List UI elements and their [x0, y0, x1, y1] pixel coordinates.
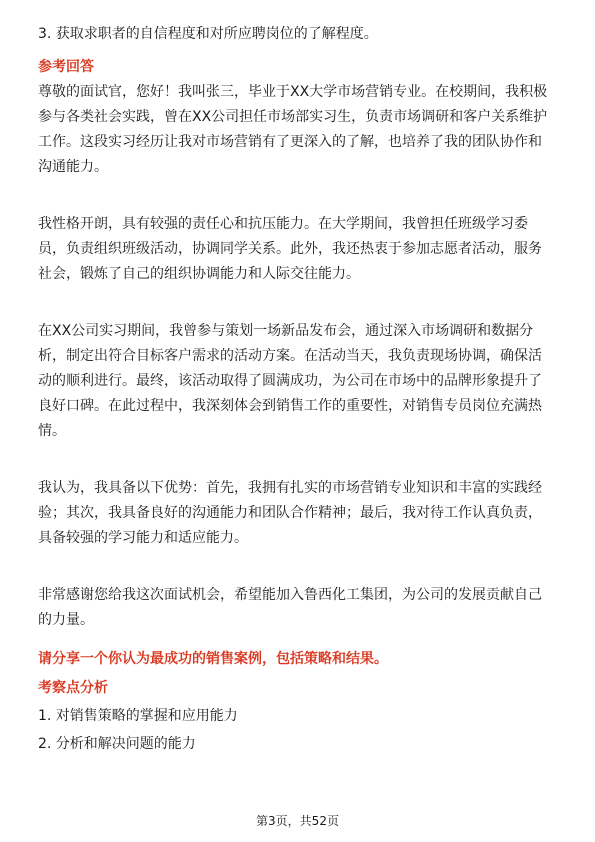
- answer-paragraph-1: [38, 80, 563, 180]
- paragraph-line: 动的顺利进行。最终，该活动取得了圆满成功，为公司在市场中的品牌形象提升了: [38, 373, 542, 389]
- paragraph-gap: [38, 551, 563, 583]
- paragraph-line: 良好口碑。在此过程中，我深刻体会到销售工作的重要性，对销售专员岗位充满热: [38, 398, 542, 414]
- paragraph-gap: [38, 180, 563, 212]
- paragraph-line: 情。: [38, 423, 66, 439]
- paragraph-line: 员，负责组织班级活动，协调同学关系。此外，我还热衷于参加志愿者活动，服务: [38, 241, 542, 257]
- paragraph-line: 我性格开朗，具有较强的责任心和抗压能力。在大学期间，我曾担任班级学习委: [38, 216, 528, 232]
- paragraph-line: 工作。这段实习经历让我对市场营销有了更深入的了解，也培养了我的团队协作和: [38, 134, 542, 150]
- answer-paragraph-2: [38, 212, 563, 287]
- page-content: [38, 22, 563, 757]
- page-number-footer: 第3页，共52页: [256, 814, 339, 828]
- question-heading: 请分享一个你认为最成功的销售案例，包括策略和结果。: [38, 651, 388, 667]
- paragraph-line: 我认为，我具备以下优势：首先，我拥有扎实的市场营销专业知识和丰富的实践经: [38, 480, 542, 496]
- intro-item: 3. 获取求职者的自信程度和对所应聘岗位的了解程度。: [38, 26, 378, 42]
- paragraph-line: 具备较强的学习能力和适应能力。: [38, 530, 248, 546]
- analysis-item: 1. 对销售策略的掌握和应用能力: [38, 708, 238, 724]
- paragraph-line: 非常感谢您给我这次面试机会，希望能加入鲁西化工集团，为公司的发展贡献自己: [38, 587, 542, 603]
- paragraph-line: 参与各类社会实践，曾在XX公司担任市场部实习生，负责市场调研和客户关系维护: [38, 109, 548, 125]
- analysis-heading: 考察点分析: [38, 680, 108, 696]
- answer-paragraph-3: [38, 319, 563, 444]
- paragraph-gap: [38, 444, 563, 476]
- answer-paragraph-5: [38, 583, 563, 633]
- paragraph-line: 的力量。: [38, 612, 94, 628]
- answer-paragraph-4: [38, 476, 563, 551]
- paragraph-gap: [38, 287, 563, 319]
- paragraph-line: 在XX公司实习期间，我曾参与策划一场新品发布会，通过深入市场调研和数据分: [38, 323, 534, 339]
- paragraph-line: 社会，锻炼了自己的组织协调能力和人际交往能力。: [38, 266, 360, 282]
- paragraph-line: 尊敬的面试官，您好！我叫张三，毕业于XX大学市场营销专业。在校期间，我积极: [38, 84, 548, 100]
- answer-heading: 参考回答: [38, 59, 94, 75]
- paragraph-line: 析，制定出符合目标客户需求的活动方案。在活动当天，我负责现场协调，确保活: [38, 348, 542, 364]
- paragraph-line: 验；其次，我具备良好的沟通能力和团队合作精神；最后，我对待工作认真负责，: [38, 505, 542, 521]
- analysis-item: 2. 分析和解决问题的能力: [38, 736, 196, 752]
- paragraph-line: 沟通能力。: [38, 159, 108, 175]
